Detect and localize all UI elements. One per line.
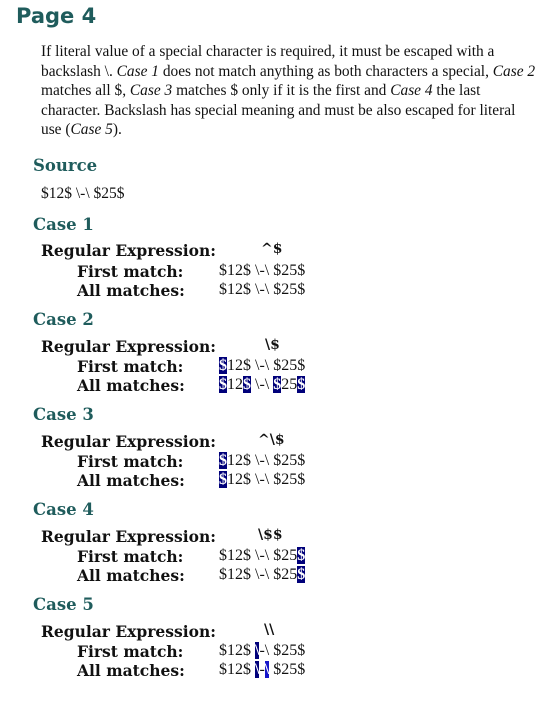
case-2-regex-row: Regular Expression: [41, 337, 216, 356]
case-3-heading: Case 3 [33, 405, 94, 424]
match-highlight: \ [264, 661, 270, 678]
case-5-heading: Case 5 [33, 595, 94, 614]
case-2-first-value: $12$ \-\ $25$ [219, 357, 306, 374]
case-4-all-label: All matches: [77, 566, 185, 585]
match-highlight: $ [297, 547, 306, 564]
case-1-all-label: All matches: [77, 281, 185, 300]
case-4-first-label: First match: [77, 547, 184, 566]
case-5-first-label: First match: [77, 642, 184, 661]
case-3-regex: ^\$ [258, 432, 285, 448]
case-4-regex-row: Regular Expression: [41, 527, 216, 546]
case-1-first-value: $12$ \-\ $25$ [219, 262, 306, 279]
case-1-heading: Case 1 [33, 215, 94, 234]
case-5-first-value: $12$ \-\ $25$ [219, 642, 306, 659]
source-heading: Source [33, 156, 98, 175]
case-2-regex: \$ [265, 337, 280, 353]
match-highlight: \ [255, 661, 260, 678]
case-1-regex-row: Regular Expression: [41, 241, 216, 260]
case-5-all-value: $12$ \-\ $25$ [219, 661, 306, 678]
source-text: $12$ \-\ $25$ [41, 185, 125, 202]
match-highlight: $ [219, 471, 227, 488]
case-2-all-label: All matches: [77, 376, 185, 395]
case-5-regex-row: Regular Expression: [41, 622, 216, 641]
case-5-all-label: All matches: [77, 661, 185, 680]
case-4-all-value: $12$ \-\ $25$ [219, 566, 306, 583]
match-highlight: $ [273, 376, 282, 393]
case-3-regex-row: Regular Expression: [41, 432, 216, 451]
match-highlight: $ [297, 376, 306, 393]
match-highlight: $ [243, 376, 251, 393]
case-4-first-value: $12$ \-\ $25$ [219, 547, 306, 564]
case-1-all-value: $12$ \-\ $25$ [219, 281, 306, 298]
case-3-first-label: First match: [77, 452, 184, 471]
case-1-first-label: First match: [77, 262, 184, 281]
case-4-heading: Case 4 [33, 500, 94, 519]
match-highlight: $ [219, 452, 227, 469]
case-3-all-value: $12$ \-\ $25$ [219, 471, 306, 488]
intro-paragraph: If literal value of a special character is required, it must be escaped with a backslash \. Case 1 does not match anything as both characters a special, Case 2 matches all $, Case 3 matches $ only if it is the first and Case 4 the last character. Backslash has special meaning and must be also escaped for literal use (Case 5). [41, 43, 536, 138]
case-2-first-label: First match: [77, 357, 184, 376]
match-highlight: \ [255, 642, 260, 659]
case-3-first-value: $12$ \-\ $25$ [219, 452, 306, 469]
case-3-all-label: All matches: [77, 471, 185, 490]
case-2-heading: Case 2 [33, 310, 94, 329]
match-highlight: $ [297, 566, 306, 583]
case-1-regex: ^$ [261, 241, 283, 257]
case-2-all-value: $12$ \-\ $25$ [219, 376, 306, 393]
case-4-regex: \$$ [258, 527, 283, 543]
match-highlight: $ [219, 376, 227, 393]
case-5-regex: \\ [264, 622, 275, 638]
page-title: Page 4 [16, 4, 97, 28]
match-highlight: $ [219, 357, 227, 374]
